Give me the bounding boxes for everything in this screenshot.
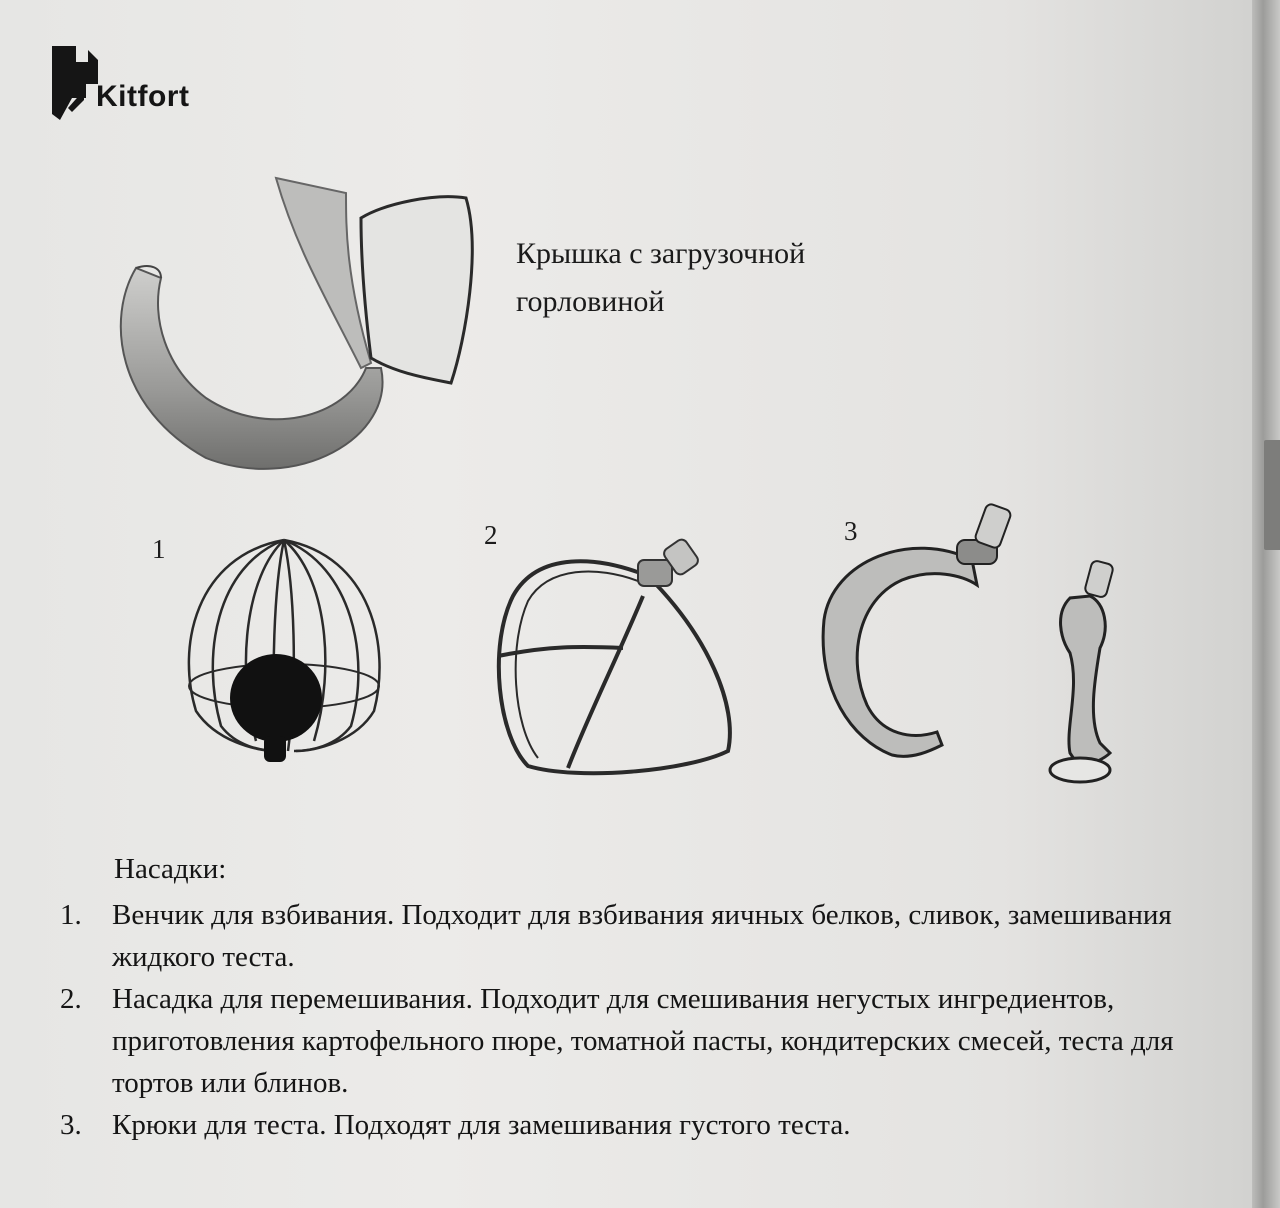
list-item <box>60 894 1230 978</box>
list-item-text: Насадка для перемешивания. Подходит для смешивания негустых ингредиентов, приготовления картофельного пюре, томатной пасты, кондитерских смесей, теста для тортов или блинов. <box>112 983 1174 1099</box>
dough-hook-icon <box>812 500 1032 770</box>
attachment-number-3: 3 <box>844 516 858 546</box>
list-item-text: Венчик для взбивания. Подходит для взбивания яичных белков, сливок, замешивания жидкого теста. <box>112 899 1172 973</box>
lid-caption-line-1: Крышка с загрузочной <box>516 237 806 270</box>
whisk-icon <box>176 526 396 772</box>
attachments-list <box>60 894 1230 1146</box>
list-item <box>60 1104 1230 1146</box>
kitfort-logo <box>48 44 218 126</box>
attachment-number-1: 1 <box>152 534 166 564</box>
attachment-number-2: 2 <box>484 520 498 550</box>
dough-hook-small-icon <box>1040 558 1130 788</box>
brand-name: Kitfort <box>96 80 190 113</box>
lid-caption <box>516 230 876 326</box>
attachments-description <box>60 848 1230 1146</box>
list-item-index: 3. <box>60 1109 82 1141</box>
list-item-text: Крюки для теста. Подходят для замешивания густого теста. <box>112 1109 851 1141</box>
bowl-lid-icon <box>96 168 486 478</box>
attachments-heading: Насадки: <box>114 853 227 885</box>
list-item-index: 1. <box>60 899 82 931</box>
page-tab <box>1264 440 1280 550</box>
list-item <box>60 978 1230 1104</box>
list-item-index: 2. <box>60 983 82 1015</box>
page-edge <box>1252 0 1280 1208</box>
lid-caption-line-2: горловиной <box>516 285 665 318</box>
flat-beater-icon <box>488 536 748 782</box>
